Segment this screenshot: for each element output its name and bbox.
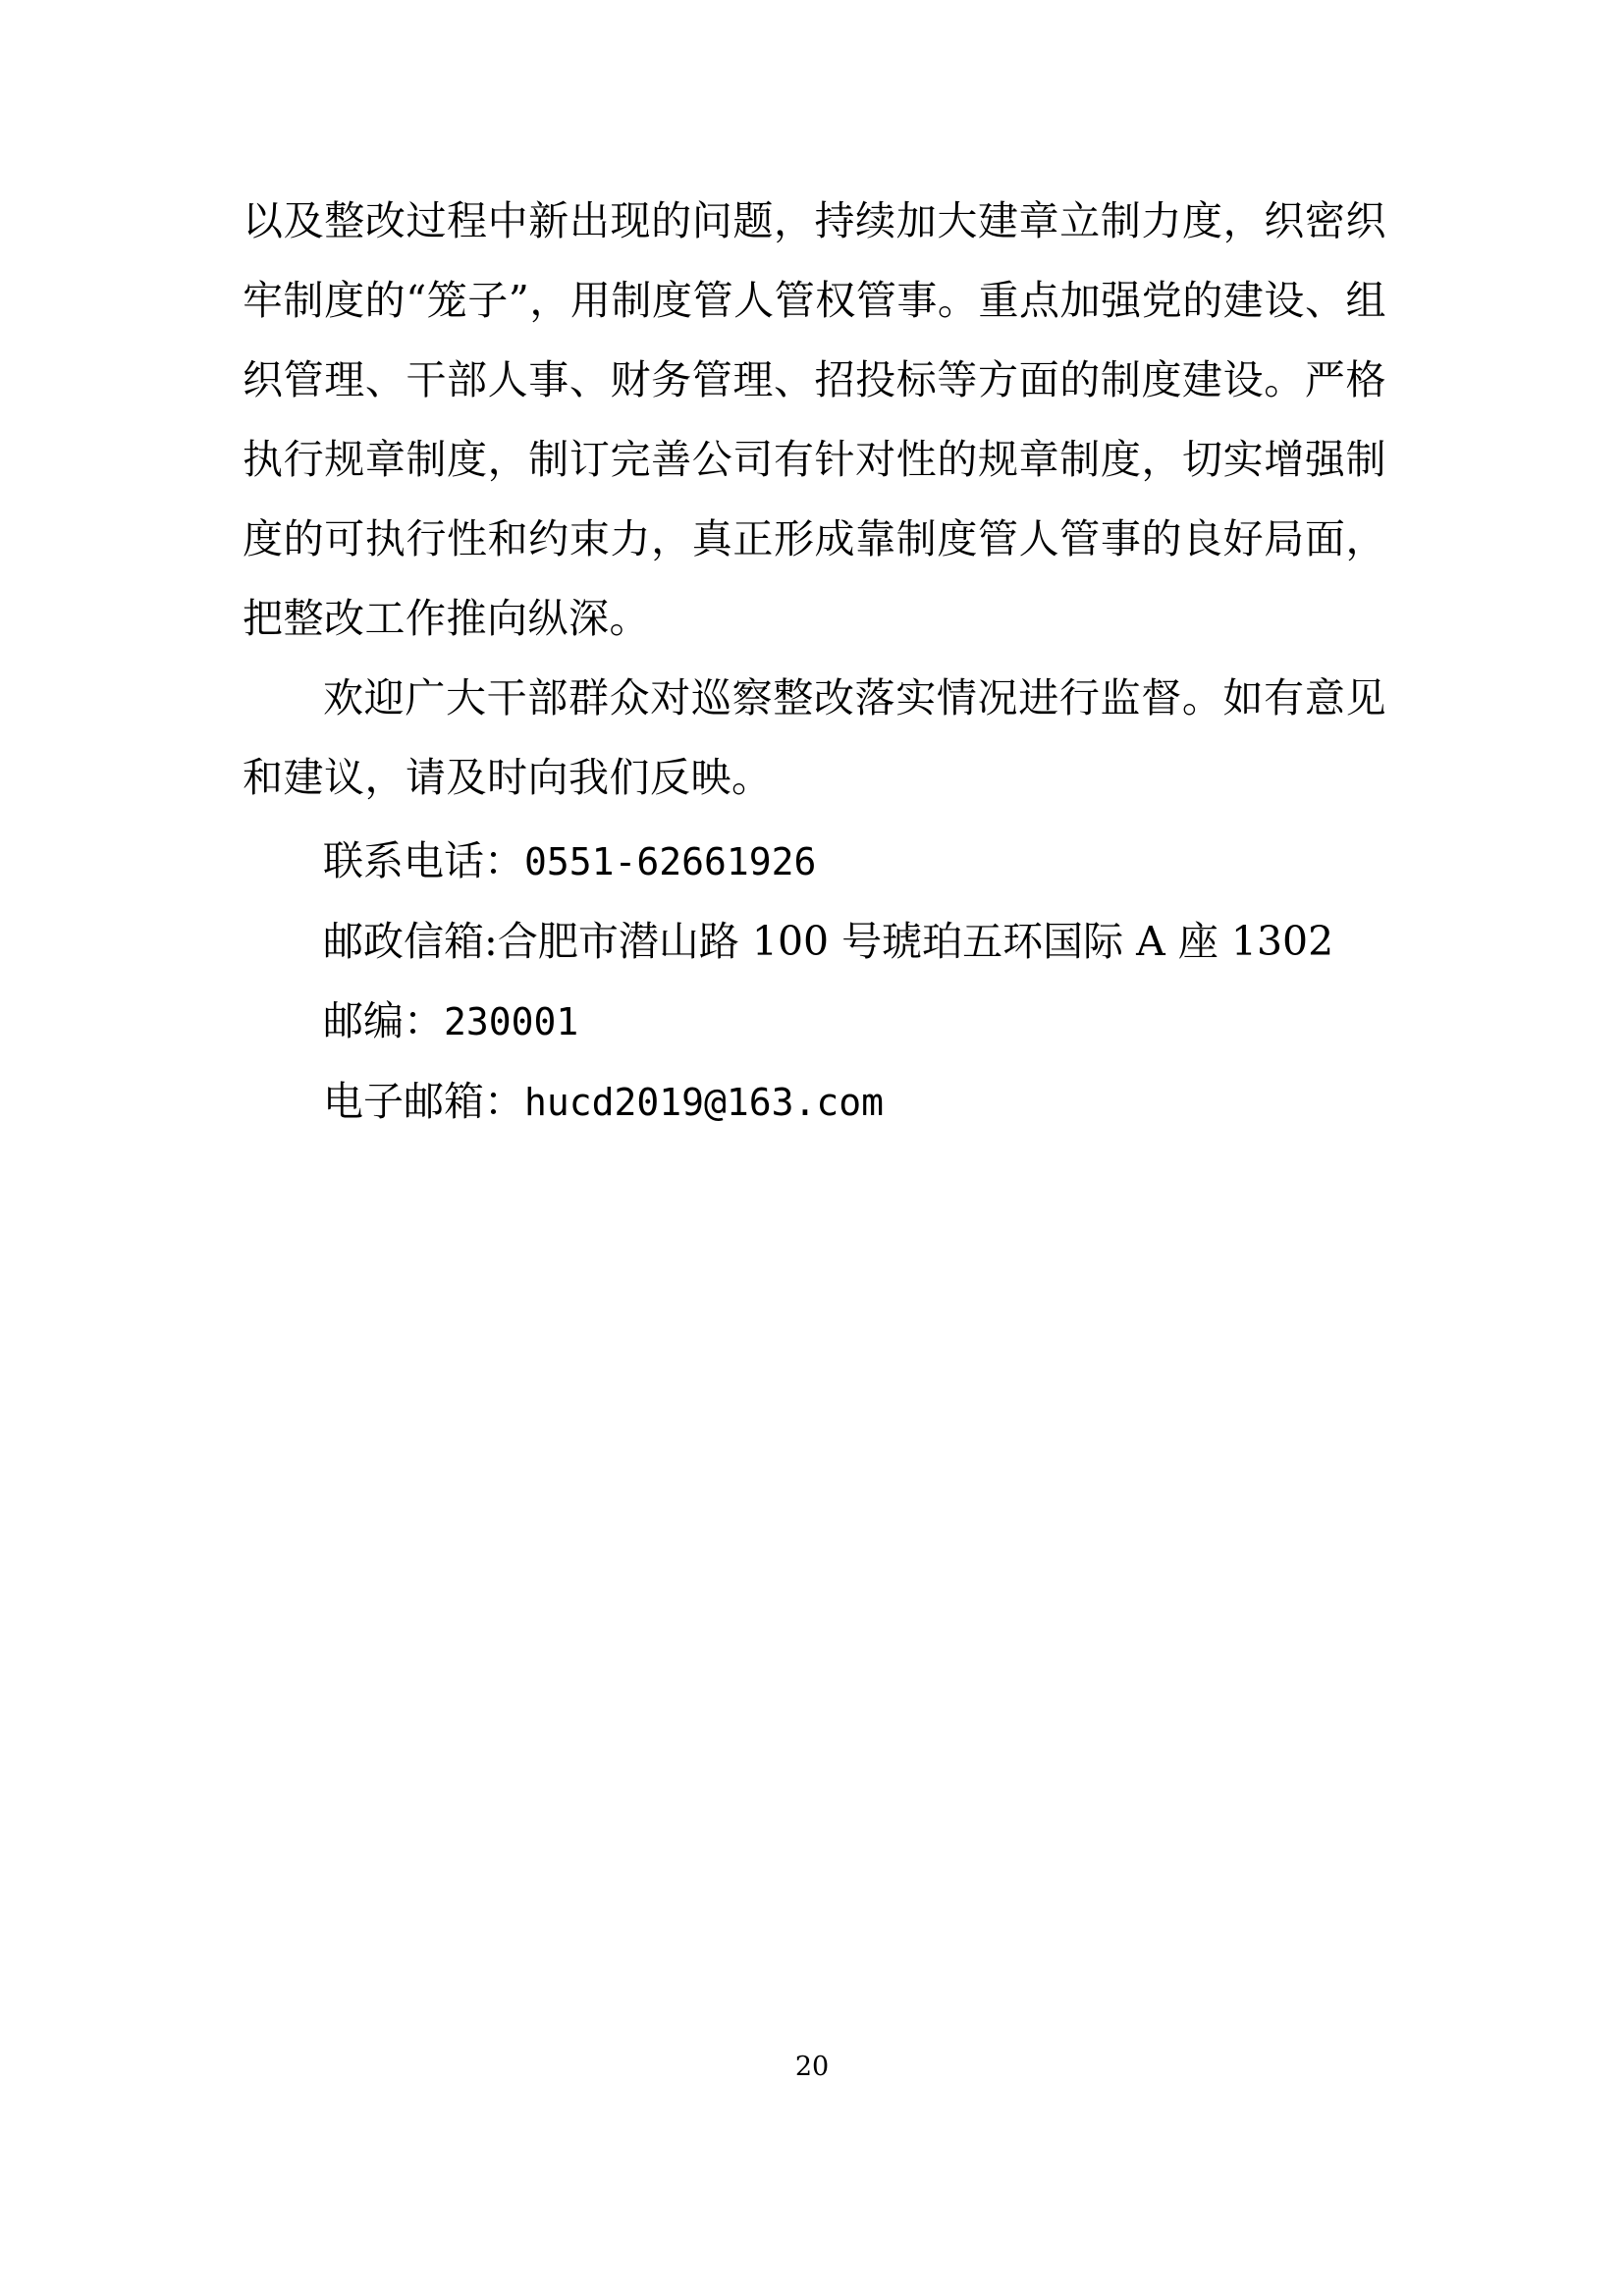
contact-mail-line <box>243 902 1386 982</box>
contact-phone-line <box>243 822 1386 902</box>
contact-email-value: hucd2019@163.com <box>524 1081 885 1124</box>
page-content <box>243 182 1386 1143</box>
body-paragraph-2: 欢迎广大干部群众对巡察整改落实情况进行监督。如有意见和建议，请及时向我们反映。 <box>243 674 1386 801</box>
body-paragraph-1: 以及整改过程中新出现的问题，持续加大建章立制力度，织密织牢制度的“笼子”，用制度管人管权管事。重点加强党的建设、组织管理、干部人事、财务管理、招投标等方面的制度建设。严格执行规章制度，制订完善公司有针对性的规章制度，切实增强制度的可执行性和约束力，真正形成靠制度管人管事的良好局面，把整改工作推向纵深。 <box>243 197 1386 642</box>
contact-phone-value: 0551-62661926 <box>524 840 817 883</box>
contact-email-line <box>243 1062 1386 1143</box>
contact-email-label: 电子邮箱： <box>323 1078 524 1125</box>
contact-postcode-label: 邮编： <box>323 997 444 1044</box>
contact-mail-value: 合肥市潜山路 100 号琥珀五环国际 A 座 1302 <box>497 918 1334 965</box>
contact-mail-label: 邮政信箱: <box>323 918 498 965</box>
contact-phone-label: 联系电话： <box>323 837 524 884</box>
contact-postcode-line <box>243 982 1386 1062</box>
page-number: 20 <box>794 2052 830 2082</box>
contact-postcode-value: 230001 <box>444 1000 579 1043</box>
contact-block <box>243 822 1386 1143</box>
